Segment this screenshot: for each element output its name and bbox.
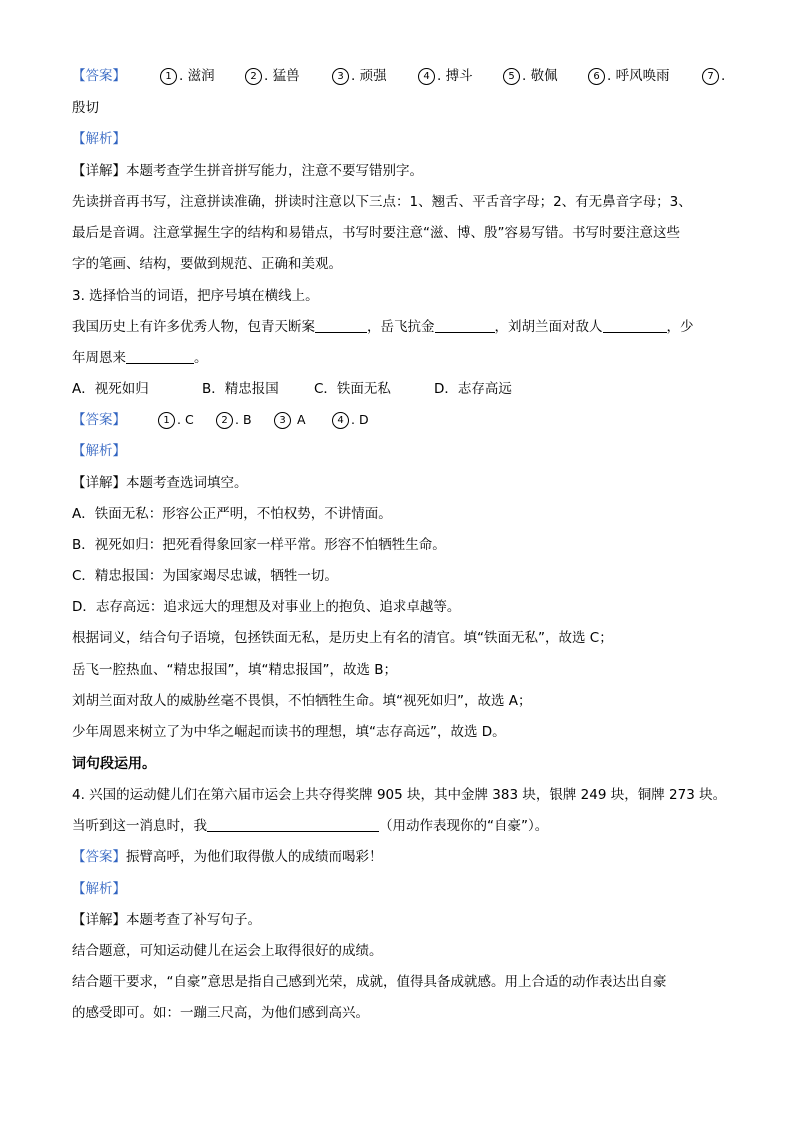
q2-answer-4: 4 . 搏斗 — [418, 66, 473, 86]
q2-answer-5: 5 . 敬佩 — [503, 66, 558, 86]
option-d: D．志存高远 — [434, 381, 512, 397]
q3-line-3: C．精忠报国：为国家竭尽忠诚，牺牲一切。 — [72, 568, 338, 584]
q3-line-1: A．铁面无私：形容公正严明，不怕权势，不讲情面。 — [72, 506, 392, 522]
q2-answer-7: 7 . — [702, 66, 725, 86]
q3-title: 3. 选择恰当的词语，把序号填在横线上。 — [72, 288, 319, 304]
q2-answer-1: 1 . 滋润 — [160, 66, 215, 86]
q3-answer-1: 1 . C — [158, 410, 194, 430]
fill-blank — [603, 318, 667, 333]
circled-number-icon: 7 — [702, 68, 719, 85]
fill-blank — [315, 318, 367, 333]
q2-answer-6: 6 . 呼风唤雨 — [588, 66, 670, 86]
circled-number-icon: 3 — [332, 68, 349, 85]
circled-number-icon: 2 — [216, 412, 233, 429]
q3-detail: 【详解】本题考查选词填空。 — [72, 475, 248, 491]
q4-line-2: 结合题干要求，“自豪”意思是指自己感到光荣，成就，值得具备成就感。用上合适的动作表达出自豪 — [72, 974, 667, 990]
q2-answer-2: 2 . 猛兽 — [245, 66, 300, 86]
q2-answer-line — [72, 66, 126, 86]
detail-tag: 【详解】 — [72, 475, 126, 491]
answer-tag: 【答案】 — [72, 68, 126, 84]
q3-stem-line-1: 我国历史上有许多优秀人物，包青天断案 ，岳飞抗金 ，刘胡兰面对敌人 ，少 — [72, 319, 694, 335]
answer-tag: 【答案】 — [72, 849, 126, 865]
section-title: 词句段运用。 — [72, 756, 156, 772]
q3-line-8: 少年周恩来树立了为中华之崛起而读书的理想，填“志存高远”，故选 D。 — [72, 724, 506, 740]
q4-title: 4. 兴国的运动健儿们在第六届市运会上共夺得奖牌 905 块，其中金牌 383 块，银牌 249 块，铜牌 273 块。 — [72, 787, 727, 803]
q4-answer: 振臂高呼，为他们取得傲人的成绩而喝彩！ — [126, 849, 383, 865]
detail-tag: 【详解】 — [72, 163, 126, 179]
circled-number-icon: 6 — [588, 68, 605, 85]
circled-number-icon: 1 — [158, 412, 175, 429]
analysis-tag: 【解析】 — [72, 131, 126, 147]
q2-detail: 【详解】本题考查学生拼音拼写能力，注意不要写错别字。 — [72, 163, 423, 179]
q3-line-7: 刘胡兰面对敌人的威胁丝毫不畏惧，不怕牺牲生命。填“视死如归”，故选 A； — [72, 693, 532, 709]
analysis-tag: 【解析】 — [72, 881, 126, 897]
q2-para-1: 先读拼音再书写，注意拼读准确，拼读时注意以下三点：1、翘舌、平舌音字母；2、有无鼻音字母；3、 — [72, 194, 692, 210]
fill-blank — [435, 318, 495, 333]
q3-answer-4: 4 . D — [332, 410, 369, 430]
q3-stem-line-2: 年周恩来 。 — [72, 350, 208, 366]
q2-para-3: 字的笔画、结构，要做到规范、正确和美观。 — [72, 256, 342, 272]
q2-answer-wrap: 殷切 — [72, 100, 99, 116]
circled-number-icon: 4 — [418, 68, 435, 85]
fill-blank — [126, 349, 194, 364]
circled-number-icon: 1 — [160, 68, 177, 85]
q4-stem: 当听到这一消息时，我 （用动作表现你的“自豪”）。 — [72, 818, 549, 834]
fill-blank — [207, 817, 379, 832]
q2-para-2: 最后是音调。注意掌握生字的结构和易错点，书写时要注意“滋、博、殷”容易写错。书写时要注意这些 — [72, 225, 680, 241]
q4-detail: 【详解】本题考查了补写句子。 — [72, 912, 261, 928]
q3-answer-3: 3 A — [274, 410, 306, 430]
q3-options — [72, 379, 512, 399]
q4-line-1: 结合题意，可知运动健儿在运会上取得很好的成绩。 — [72, 943, 383, 959]
option-b: B．精忠报国 — [202, 381, 279, 397]
q3-answer-line — [72, 410, 126, 430]
option-a: A．视死如归 — [72, 381, 149, 397]
circled-number-icon: 5 — [503, 68, 520, 85]
answer-tag: 【答案】 — [72, 412, 126, 428]
q4-answer-line — [72, 847, 383, 867]
q4-line-3: 的感受即可。如：一蹦三尺高，为他们感到高兴。 — [72, 1005, 369, 1021]
option-c: C．铁面无私 — [314, 381, 391, 397]
circled-number-icon: 3 — [274, 412, 291, 429]
circled-number-icon: 2 — [245, 68, 262, 85]
q3-line-4: D．志存高远：追求远大的理想及对事业上的抱负、追求卓越等。 — [72, 599, 461, 615]
circled-number-icon: 4 — [332, 412, 349, 429]
q3-line-5: 根据词义，结合句子语境，包拯铁面无私，是历史上有名的清官。填“铁面无私”，故选 C； — [72, 630, 613, 646]
q3-answer-2: 2 . B — [216, 410, 252, 430]
q3-line-2: B．视死如归：把死看得象回家一样平常。形容不怕牺牲生命。 — [72, 537, 446, 553]
q2-answer-3: 3 . 顽强 — [332, 66, 387, 86]
analysis-tag: 【解析】 — [72, 443, 126, 459]
q3-line-6: 岳飞一腔热血、“精忠报国”，填“精忠报国”，故选 B； — [72, 662, 398, 678]
detail-tag: 【详解】 — [72, 912, 126, 928]
